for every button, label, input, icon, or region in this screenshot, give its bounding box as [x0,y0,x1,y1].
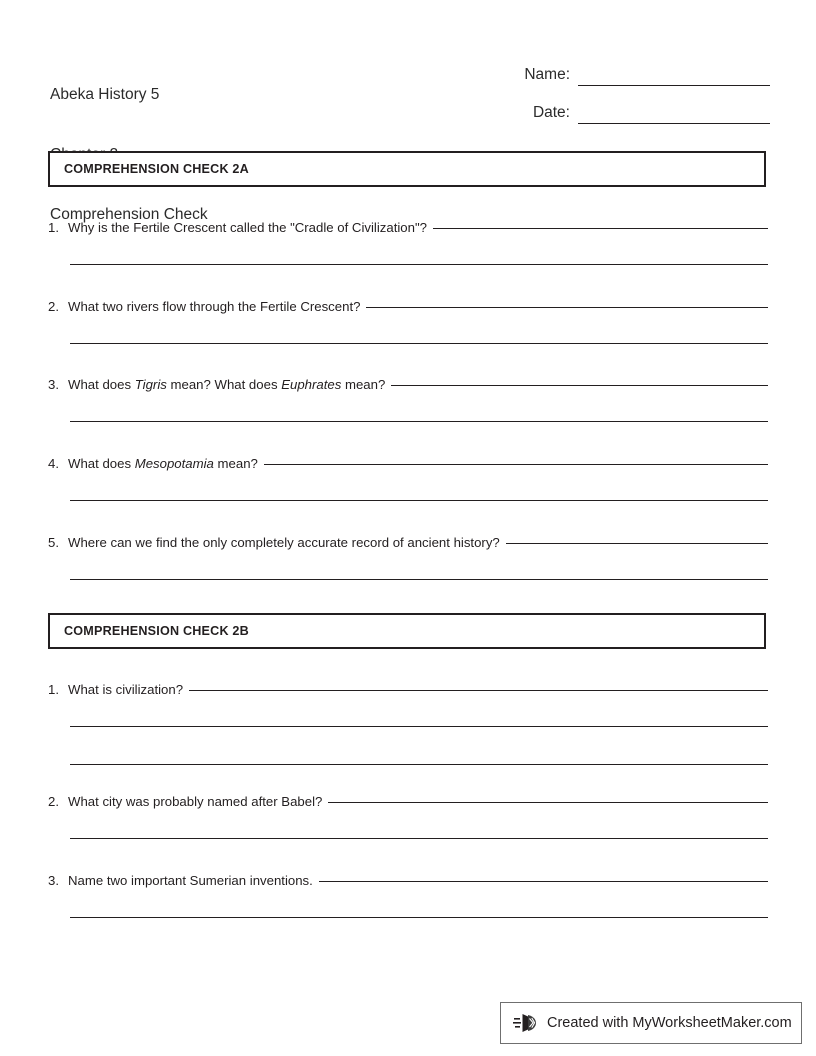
section-header-box [48,613,766,649]
question-item [48,535,768,550]
answer-write-line[interactable] [391,385,768,386]
question-item [48,682,768,697]
question-item [48,377,768,392]
question-number: 4. [48,456,59,471]
question-row [48,535,768,550]
worksheet-title-line-1: Abeka History 5 [50,86,160,103]
question-item [48,456,768,471]
worksheet-title-line-3: Comprehension Check [50,206,208,223]
section-header-label: COMPREHENSION CHECK 2A [64,162,249,176]
question-row [48,220,768,235]
footer-attribution-text: Created with MyWorksheetMaker.com [547,1015,792,1031]
question-item [48,299,768,314]
question-item [48,873,768,888]
question-row [48,377,768,392]
question-item [48,794,768,809]
name-label: Name: [524,66,570,83]
answer-write-line[interactable] [70,579,768,580]
question-row [48,456,768,471]
answer-write-line[interactable] [366,307,768,308]
name-row [470,48,770,86]
answer-write-line[interactable] [264,464,768,465]
section-header-label: COMPREHENSION CHECK 2B [64,624,249,638]
question-text: What does Mesopotamia mean? [68,456,258,471]
question-item [48,220,768,235]
answer-write-line[interactable] [70,500,768,501]
answer-write-line[interactable] [70,343,768,344]
date-row [470,86,770,124]
footer-attribution-badge[interactable] [500,1002,802,1044]
question-row [48,873,768,888]
question-text: Where can we find the only completely accurate record of ancient history? [68,535,500,550]
question-number: 5. [48,535,59,550]
question-text: What two rivers flow through the Fertile Crescent? [68,299,361,314]
question-row [48,299,768,314]
answer-write-line[interactable] [189,690,768,691]
question-number: 2. [48,794,59,809]
date-label: Date: [532,104,570,121]
question-number: 3. [48,873,59,888]
answer-write-line[interactable] [506,543,768,544]
answer-write-line[interactable] [433,228,768,229]
worksheet-maker-logo-icon [513,1010,539,1036]
answer-write-line[interactable] [70,764,768,765]
answer-write-line[interactable] [70,264,768,265]
question-number: 1. [48,220,59,235]
answer-write-line[interactable] [319,881,768,882]
section-header-box [48,151,766,187]
answer-write-line[interactable] [328,802,768,803]
answer-write-line[interactable] [70,917,768,918]
question-text: Name two important Sumerian inventions. [68,873,313,888]
name-date-block [470,48,770,124]
question-text: What does Tigris mean? What does Euphrates mean? [68,377,386,392]
question-text: What is civilization? [68,682,184,697]
question-number: 1. [48,682,59,697]
question-text: What city was probably named after Babel? [68,794,323,809]
question-number: 2. [48,299,59,314]
name-input-rule[interactable] [578,65,770,86]
answer-write-line[interactable] [70,421,768,422]
question-row [48,794,768,809]
date-input-rule[interactable] [578,103,770,124]
question-text: Why is the Fertile Crescent called the "Cradle of Civilization"? [68,220,427,235]
question-row [48,682,768,697]
question-number: 3. [48,377,59,392]
answer-write-line[interactable] [70,838,768,839]
answer-write-line[interactable] [70,726,768,727]
